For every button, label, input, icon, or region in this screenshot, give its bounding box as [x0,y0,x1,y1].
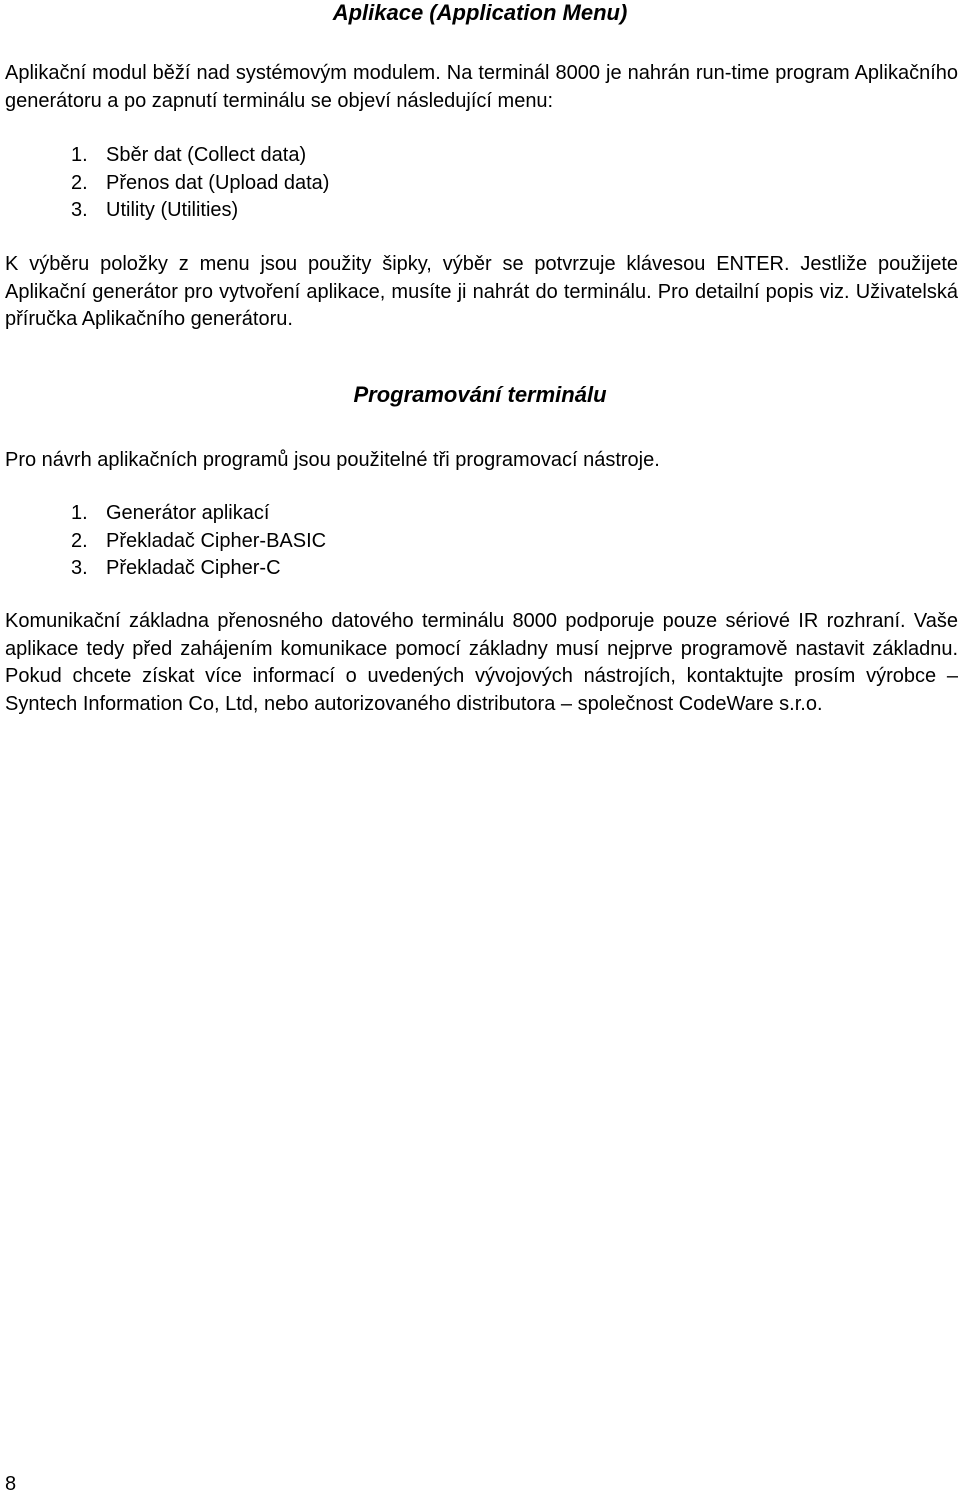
list-item-number: 1. [71,502,88,524]
application-menu-list [71,142,329,225]
list-item-label: Sběr dat (Collect data) [106,144,307,166]
list-item-label: Překladač Cipher-C [106,557,281,579]
application-intro-paragraph: Aplikační modul běží nad systémovým modulem. Na terminál 8000 je nahrán run-time program Aplikačního generátoru a po zapnutí terminálu se objeví následující menu: [5,62,958,112]
list-item [71,170,329,198]
section-heading-terminal-programming: Programování terminálu [353,382,607,407]
tools-intro-paragraph: Pro návrh aplikačních programů jsou použitelné tři programovací nástroje. [5,449,660,471]
section-heading-application-menu: Aplikace (Application Menu) [332,0,628,25]
list-item-number: 3. [71,557,88,579]
list-item [71,197,329,225]
list-item-label: Překladač Cipher-BASIC [106,529,327,552]
navigation-paragraph: K výběru položky z menu jsou použity šipky, výběr se potvrzuje klávesou ENTER. Jestliže použijete Aplikační generátor pro vytvoření aplikace, musíte ji nahrát do terminálu. Pro detailní popis viz. Uživatelská příručka Aplikačního generátoru. [5,253,958,330]
list-item-label: Přenos dat (Upload data) [106,171,330,194]
page-number: 8 [5,1473,17,1495]
list-item [71,500,326,528]
list-item [71,142,329,170]
list-item [71,555,326,583]
list-item-number: 2. [71,529,88,552]
list-item [71,528,326,556]
list-item-label: Utility (Utilities) [106,199,239,221]
list-item-label: Generátor aplikací [106,502,270,524]
list-item-number: 3. [71,199,88,221]
list-item-number: 2. [71,171,88,194]
list-item-number: 1. [71,144,88,166]
programming-tools-list [71,500,326,583]
communication-paragraph: Komunikační základna přenosného datového terminálu 8000 podporuje pouze sériové IR rozhraní. Vaše aplikace tedy před zahájením komunikace pomocí základny musí nejprve programově nastavit základnu. Pokud chcete získat více informací o uvedených vývojových nástrojích, kontaktujte prosím výrobce –Syntech Information Co, Ltd, nebo autorizovaného distributora – společnost CodeWare s.r.o. [5,610,958,715]
